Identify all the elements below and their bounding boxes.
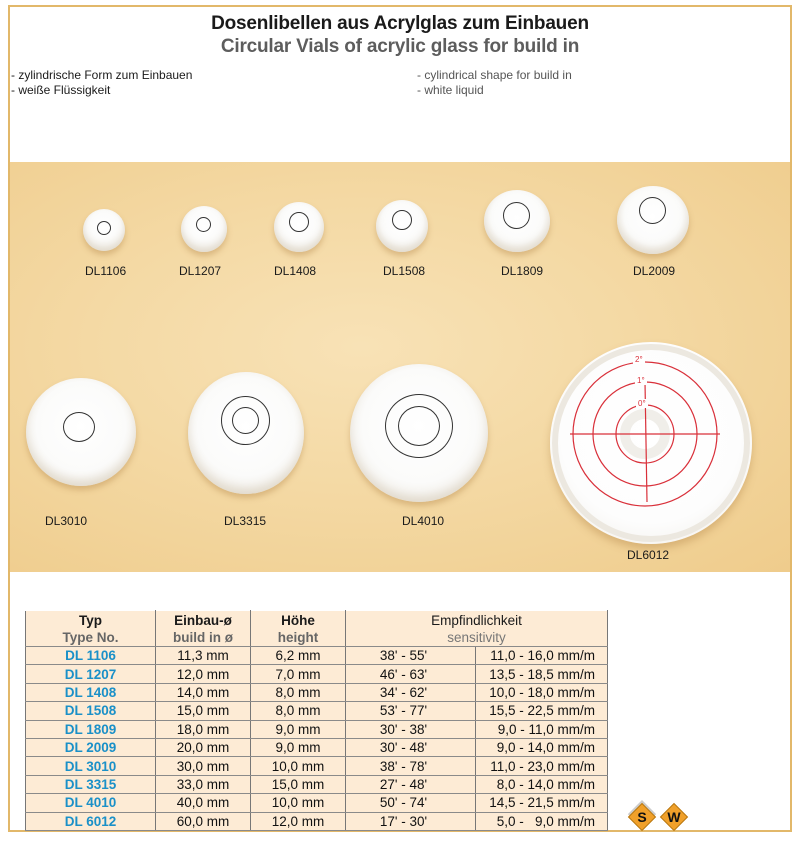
table-row (26, 757, 608, 775)
cell-diameter: 14,0 mm (156, 683, 251, 701)
cell-sens-deg: 53' - 77' (346, 702, 476, 720)
cell-height: 10,0 mm (251, 757, 346, 775)
cell-type: DL 1809 (26, 720, 156, 738)
vial-label: DL3315 (224, 514, 267, 528)
cell-sens-deg: 30' - 48' (346, 738, 476, 756)
vial-dl3315 (188, 372, 304, 494)
header-type: Typ Type No. (26, 611, 156, 647)
table-row (26, 775, 608, 793)
bubble-ring (63, 412, 95, 442)
header-sensitivity: Empfindlichkeit sensitivity (346, 611, 608, 647)
cell-sens-deg: 38' - 78' (346, 757, 476, 775)
scale-label-2deg: 2° (635, 355, 643, 364)
table-row (26, 683, 608, 701)
title-english: Circular Vials of acrylic glass for build in (220, 36, 580, 57)
vial-dl4010 (350, 364, 488, 502)
vial-label: DL3010 (45, 514, 88, 528)
table-header-row (26, 611, 608, 647)
cell-sens-mm: 10,0 - 18,0 mm/m (476, 683, 608, 701)
bubble-ring (97, 221, 111, 235)
cell-sens-mm: 15,5 - 22,5 mm/m (476, 702, 608, 720)
table-row (26, 647, 608, 665)
vial-dl6012 (550, 342, 752, 544)
features-german (11, 68, 192, 98)
cell-sens-deg: 34' - 62' (346, 683, 476, 701)
vial-label: DL1106 (85, 264, 127, 278)
cell-height: 8,0 mm (251, 702, 346, 720)
bubble-ring (289, 212, 309, 232)
cell-diameter: 15,0 mm (156, 702, 251, 720)
table-row (26, 702, 608, 720)
spec-table (25, 610, 608, 831)
cell-height: 10,0 mm (251, 794, 346, 812)
scale-label-0deg: 0° (638, 399, 646, 408)
vial-dl1106 (83, 209, 125, 251)
vial-dl1408 (274, 202, 324, 252)
vial-dl2009 (617, 186, 689, 254)
cell-height: 9,0 mm (251, 720, 346, 738)
cell-sens-deg: 17' - 30' (346, 812, 476, 830)
vial-dl1207 (181, 206, 227, 252)
vial-label: DL1809 (501, 264, 544, 278)
vial-label: DL6012 (627, 548, 670, 562)
features-english (417, 68, 572, 98)
cell-type: DL 3315 (26, 775, 156, 793)
cell-sens-mm: 13,5 - 18,5 mm/m (476, 665, 608, 683)
cell-sens-deg: 30' - 38' (346, 720, 476, 738)
bubble-ring (503, 202, 530, 229)
vial-dl1508 (376, 200, 428, 252)
cell-sens-mm: 9,0 - 14,0 mm/m (476, 738, 608, 756)
vial-label: DL1508 (383, 264, 426, 278)
cell-diameter: 11,3 mm (156, 647, 251, 665)
cell-diameter: 18,0 mm (156, 720, 251, 738)
cell-height: 7,0 mm (251, 665, 346, 683)
table-row (26, 794, 608, 812)
table-row (26, 665, 608, 683)
vial-label: DL4010 (402, 514, 445, 528)
cell-height: 15,0 mm (251, 775, 346, 793)
badge-letter-s: S (637, 809, 647, 825)
cell-diameter: 40,0 mm (156, 794, 251, 812)
title-german: Dosenlibellen aus Acrylglas zum Einbauen (211, 13, 589, 34)
cell-diameter: 12,0 mm (156, 665, 251, 683)
badge-letter-w: W (667, 809, 681, 825)
cell-sens-deg: 27' - 48' (346, 775, 476, 793)
bubble-ring-inner (398, 406, 440, 446)
red-scale-icon (550, 342, 752, 544)
cell-type: DL 4010 (26, 794, 156, 812)
table-row (26, 812, 608, 830)
header-diameter: Einbau-ø build in ø (156, 611, 251, 647)
vial-label: DL1207 (179, 264, 222, 278)
cell-sens-deg: 50' - 74' (346, 794, 476, 812)
product-photo (10, 162, 790, 572)
cell-sens-mm: 9,0 - 11,0 mm/m (476, 720, 608, 738)
bubble-ring (639, 197, 666, 224)
cell-diameter: 30,0 mm (156, 757, 251, 775)
badges (628, 803, 698, 833)
cell-type: DL 3010 (26, 757, 156, 775)
table-row (26, 720, 608, 738)
page-frame (8, 5, 792, 832)
cell-diameter: 20,0 mm (156, 738, 251, 756)
vial-dl3010 (26, 378, 136, 486)
bubble-ring (196, 217, 211, 232)
table-row (26, 738, 608, 756)
vial-label: DL2009 (633, 264, 676, 278)
cell-sens-mm: 8,0 - 14,0 mm/m (476, 775, 608, 793)
scale-label-1deg: 1° (637, 376, 645, 385)
bubble-ring (392, 210, 412, 230)
vial-label: DL1408 (274, 264, 317, 278)
cell-height: 6,2 mm (251, 647, 346, 665)
cell-type: DL 6012 (26, 812, 156, 830)
cell-sens-mm: 11,0 - 16,0 mm/m (476, 647, 608, 665)
cell-type: DL 1508 (26, 702, 156, 720)
feature-item: - weiße Flüssigkeit (11, 83, 111, 97)
cell-diameter: 60,0 mm (156, 812, 251, 830)
feature-item: - white liquid (417, 83, 484, 97)
header-height: Höhe height (251, 611, 346, 647)
cell-diameter: 33,0 mm (156, 775, 251, 793)
bubble-ring-inner (232, 407, 259, 434)
cell-height: 8,0 mm (251, 683, 346, 701)
feature-item: - cylindrical shape for build in (417, 68, 572, 82)
cell-type: DL 2009 (26, 738, 156, 756)
cell-sens-mm: 5,0 - 9,0 mm/m (476, 812, 608, 830)
vial-dl1809 (484, 190, 550, 252)
cell-type: DL 1207 (26, 665, 156, 683)
feature-item: - zylindrische Form zum Einbauen (11, 68, 193, 82)
cell-sens-deg: 38' - 55' (346, 647, 476, 665)
cell-type: DL 1408 (26, 683, 156, 701)
cell-type: DL 1106 (26, 647, 156, 665)
cell-height: 12,0 mm (251, 812, 346, 830)
cell-sens-mm: 14,5 - 21,5 mm/m (476, 794, 608, 812)
cell-sens-mm: 11,0 - 23,0 mm/m (476, 757, 608, 775)
cell-height: 9,0 mm (251, 738, 346, 756)
cell-sens-deg: 46' - 63' (346, 665, 476, 683)
